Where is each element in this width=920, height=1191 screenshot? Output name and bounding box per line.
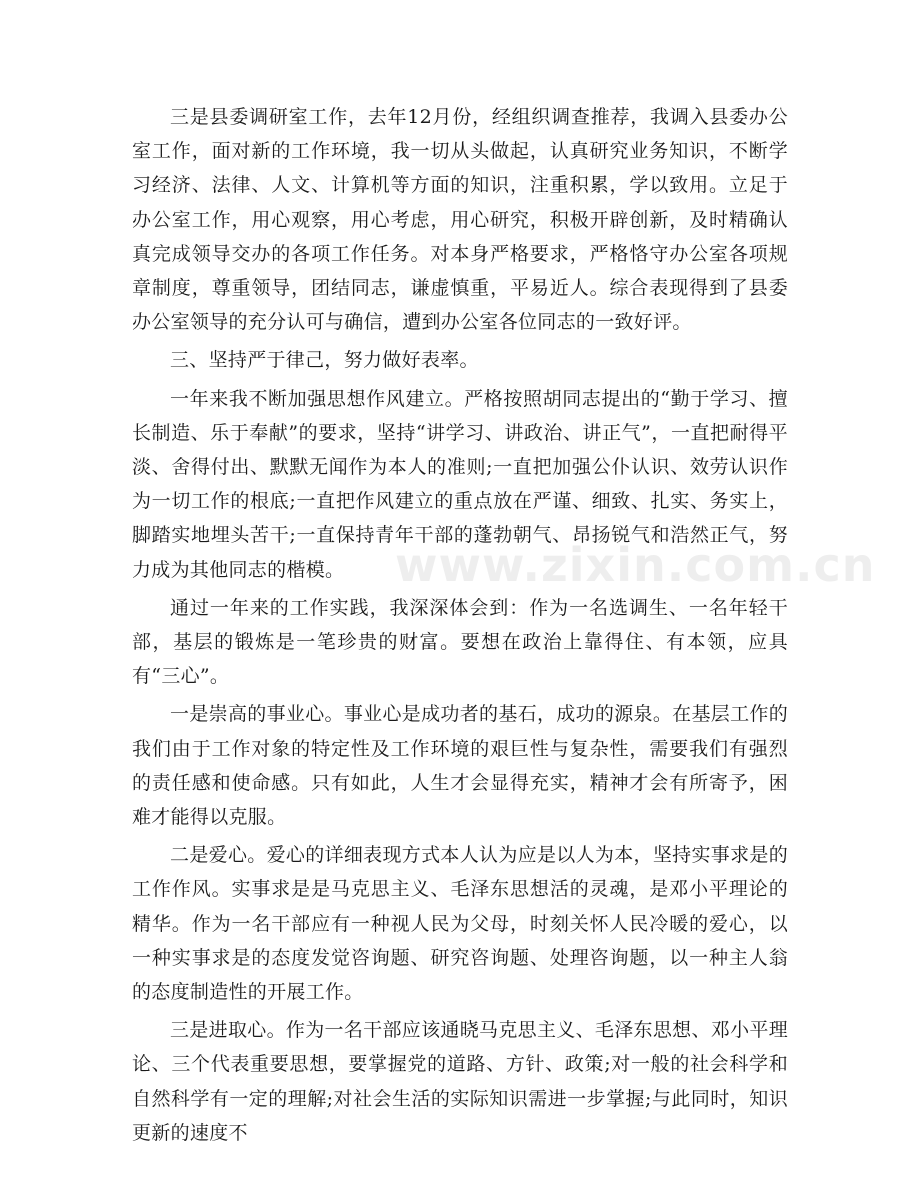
paragraph-6: 二是爱心。爱心的详细表现方式本人认为应是以人为本，坚持实事求是的工作作风。实事求是是马克思主义、毛泽东思想活的灵魂，是邓小平理论的精华。作为一名干部应有一种视人民为父母，时刻关怀人民冷暖的爱心，以一种实事求是的态度发觉咨询题、研究咨询题、处理咨询题，以一种主人翁的态度制造性的开展工作。 <box>132 844 788 1004</box>
document-body <box>132 100 788 1154</box>
watermark: www.zixin.com.cn <box>395 538 876 592</box>
paragraph-4: 通过一年来的工作实践，我深深体会到：作为一名选调生、一名年轻干部，基层的锻炼是一笔珍贵的财富。要想在政治上靠得住、有本领，应具有“三心”。 <box>132 596 788 688</box>
paragraph-2: 三、坚持严于律己，努力做好表率。 <box>170 349 479 372</box>
paragraph-7: 三是进取心。作为一名干部应该通晓马克思主义、毛泽东思想、邓小平理论、三个代表重要思想，要掌握党的道路、方针、政策;对一般的社会科学和自然科学有一定的理解;对社会生活的实际知识需进一步掌握;与此同时，知识更新的速度不 <box>132 1019 788 1144</box>
paragraph-1: 三是县委调研室工作，去年12月份，经组织调查推荐，我调入县委办公室工作，面对新的工作环境，我一切从头做起，认真研究业务知识，不断学习经济、法律、人文、计算机等方面的知识，注重积累，学以致用。立足于办公室工作，用心观察，用心考虑，用心研究，积极开辟创新，及时精确认真完成领导交办的各项工作任务。对本身严格要求，严格恪守办公室各项规章制度，尊重领导，团结同志，谦虚慎重，平易近人。综合表现得到了县委办公室领导的充分认可与确信，遭到办公室各位同志的一致好评。 <box>132 106 788 334</box>
paragraph-5: 一是崇高的事业心。事业心是成功者的基石，成功的源泉。在基层工作的我们由于工作对象的特定性及工作环境的艰巨性与复杂性，需要我们有强烈的责任感和使命感。只有如此，人生才会显得充实，精神才会有所寄予，困难才能得以克服。 <box>132 703 788 829</box>
paragraph-3: 一年来我不断加强思想作风建立。严格按照胡同志提出的“勤于学习、擅长制造、乐于奉献”的要求，坚持“讲学习、讲政治、讲正气”，一直把耐得平淡、舍得付出、默默无闻作为本人的准则;一直把加强公仆认识、效劳认识作为一切工作的根底;一直把作风建立的重点放在严谨、细致、扎实、务实上，脚踏实地埋头苦干;一直保持青年干部的蓬勃朝气、昂扬锐气和浩然正气，努力成为其他同志的楷模。 <box>132 387 788 581</box>
